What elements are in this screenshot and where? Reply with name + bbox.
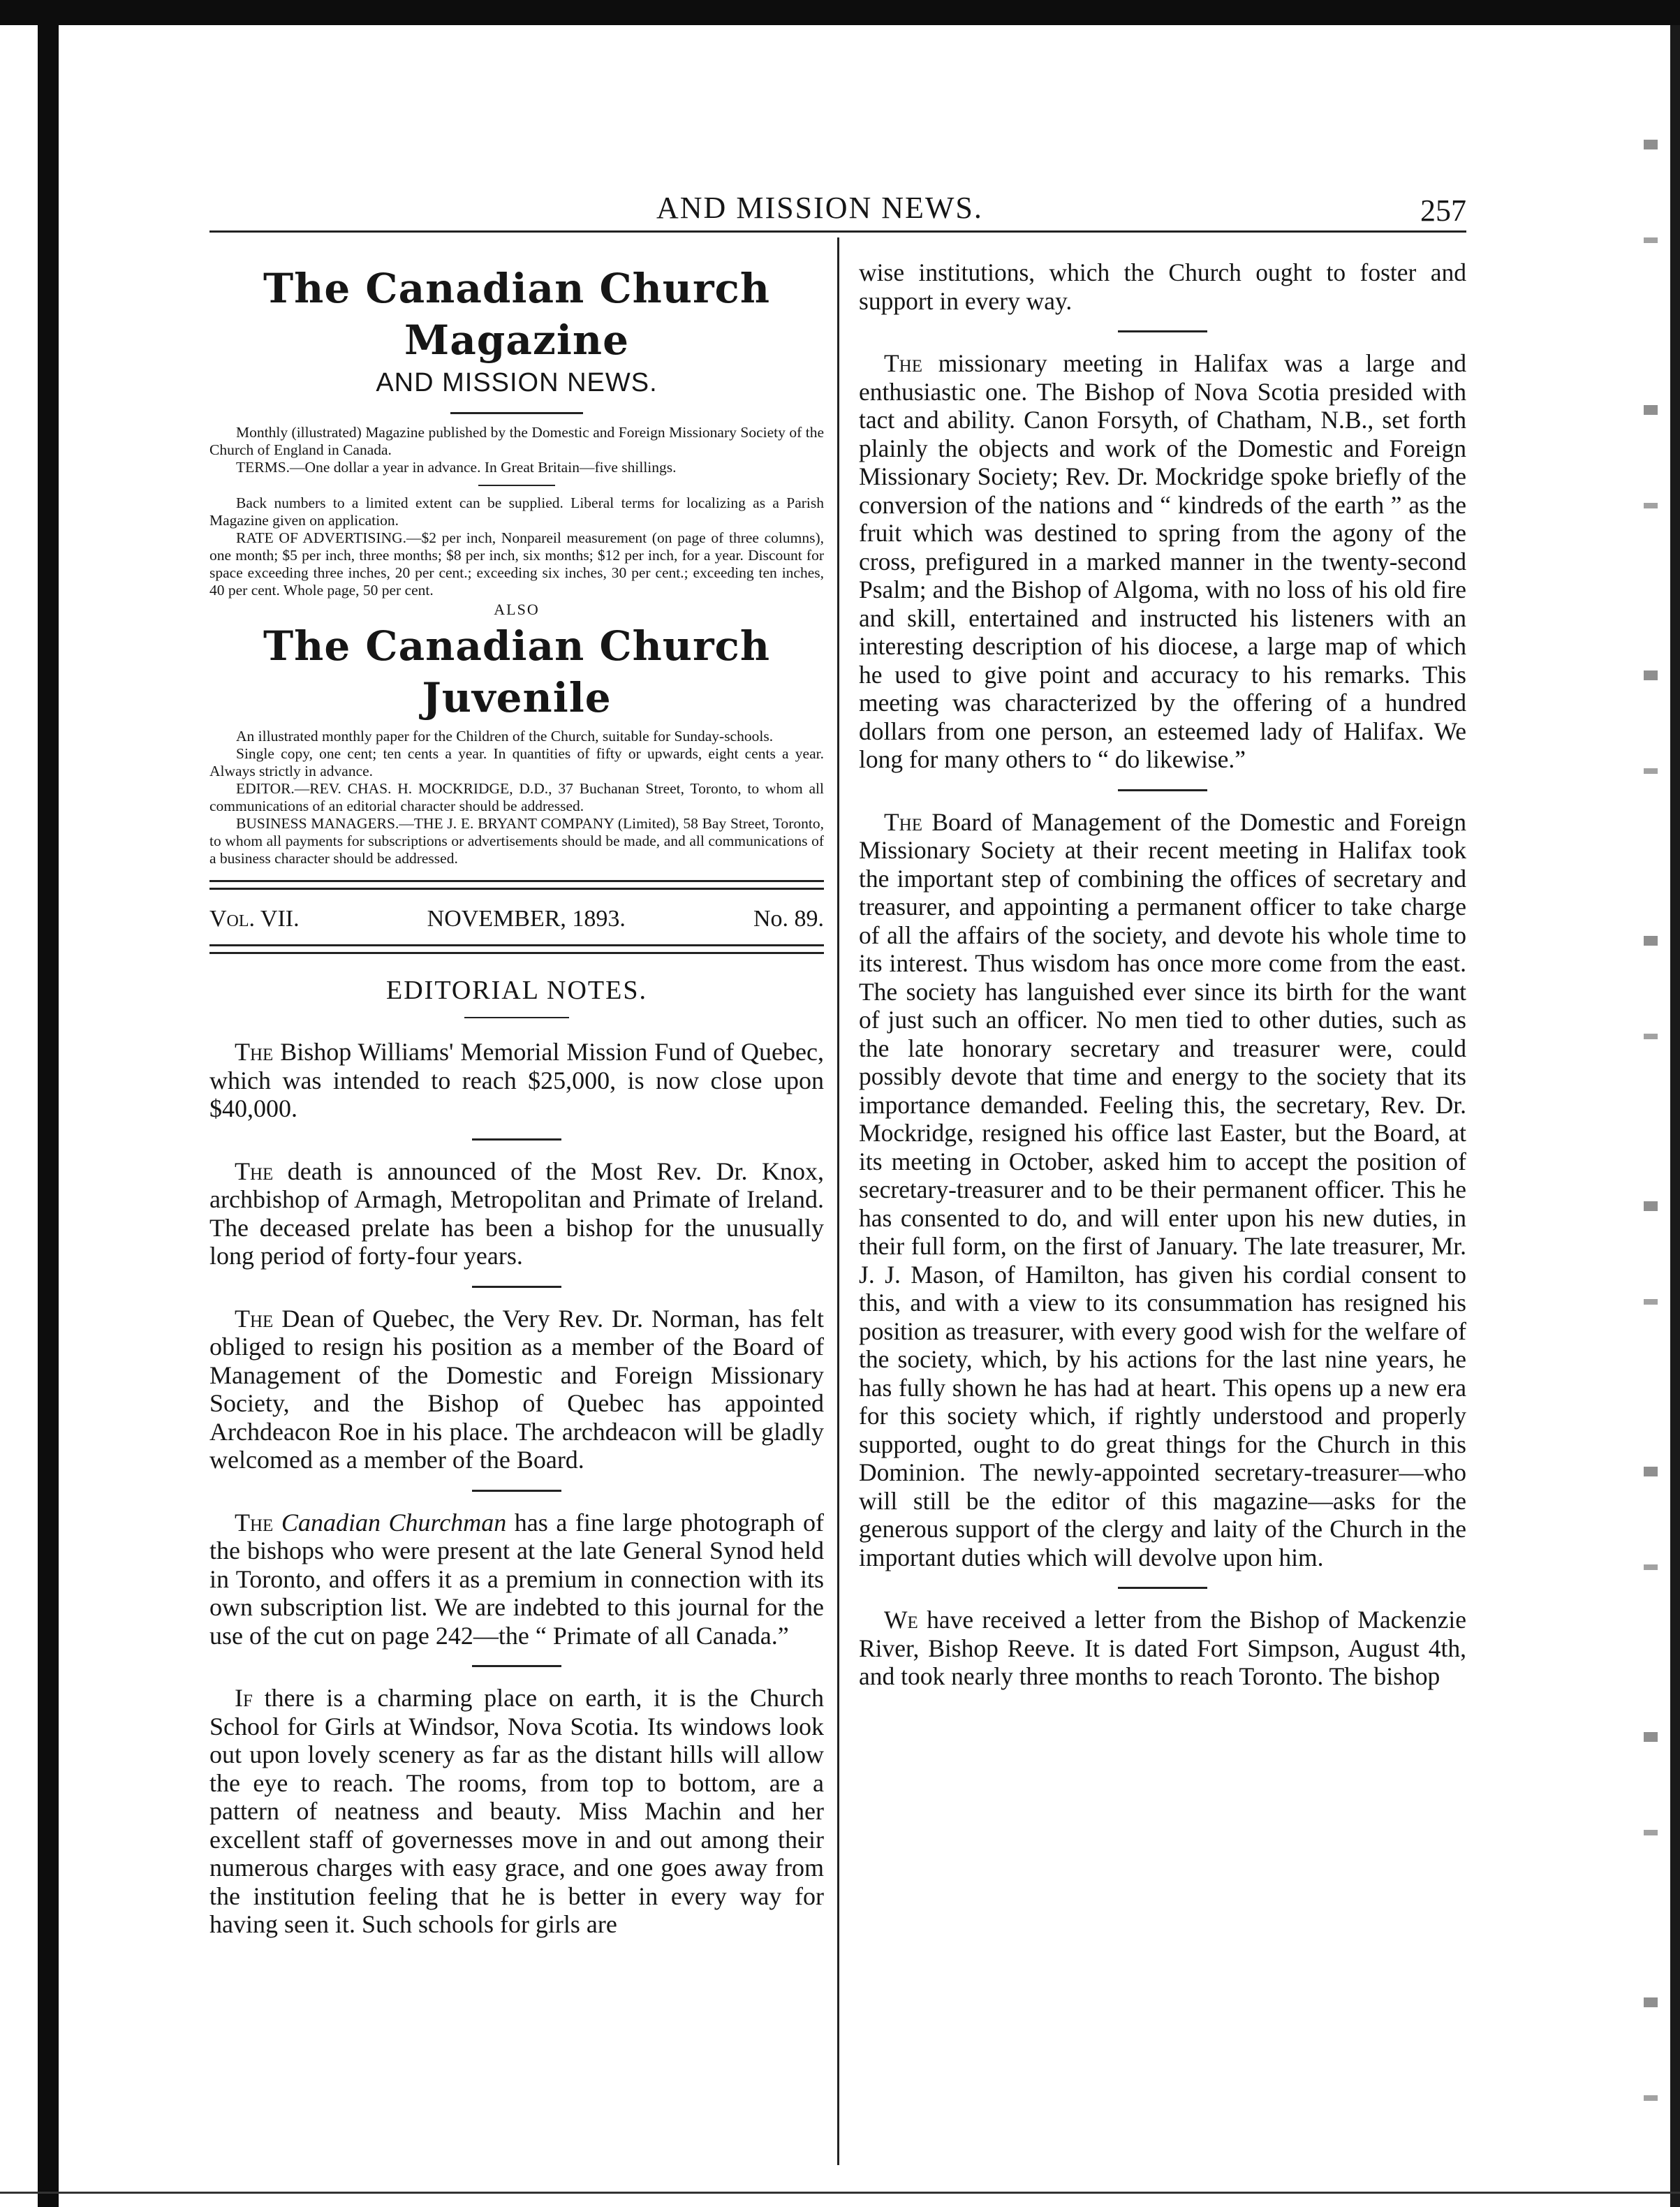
note-text: missionary meeting in Halifax was a large and enthusiastic one. The Bishop of Nova Scotia presided with tact and ability. Canon Forsyth, of Chatham, N.B., set forth plainly the objects and work of the Domestic and Foreign Missionary Society; Rev. Dr. Mockridge spoke briefly of the conversion of the nations and “ kindreds of the earth ” as the fruit which was destined to spring from the agony of the cross, prefigured in a marked manner in the twenty-second Psalm; and the Bishop of Algoma, with no loss of his old fire and skill, entertained and instructed his listeners with an interesting description of his diocese, a large map of which he used to give point and accuracy to his remarks. This meeting was characterized by the offering of a hundred dollars from one person, an esteemed lady of Halifax. We long for many others to “ do likewise.” bbox=[859, 349, 1466, 773]
journal-name: Canadian Churchman bbox=[273, 1508, 507, 1537]
juvenile-description: An illustrated monthly paper for the Children of the Church, suitable for Sunday-schools. bbox=[236, 728, 774, 745]
mackenzie-river-note bbox=[859, 1606, 1466, 1691]
masthead-terms: TERMS.—One dollar a year in advance. In Great Britain—five shillings. bbox=[236, 459, 677, 476]
masthead-rule bbox=[450, 412, 583, 414]
note-separator bbox=[1118, 1587, 1207, 1589]
note-lead: The bbox=[235, 1157, 274, 1185]
note-separator bbox=[472, 1138, 561, 1141]
note-text: Dean of Quebec, the Very Rev. Dr. Norman, has felt obliged to resign his position as a member of the Board of Management of the Domestic and Foreign Missionary Society, and the Bishop of Quebec has appointed Archdeacon Roe in his place. The archdeacon will be gladly welcomed as a member of the Board. bbox=[209, 1304, 824, 1474]
running-head bbox=[209, 190, 1466, 232]
business-managers: BUSINESS MANAGERS.—THE J. E. BRYANT COMPANY (Limited), 58 Bay Street, Toronto, to whom all payments for subscriptions or advertisements should be made, and all communications of a business character should be addressed. bbox=[209, 815, 824, 867]
note-separator bbox=[1118, 330, 1207, 332]
issue-rule-bottom bbox=[209, 944, 824, 954]
masthead-advertising: RATE OF ADVERTISING.—$2 per inch, Nonpareil measurement (on page of three columns), one month; $5 per inch, three months; $8 per inch, six months; $12 per inch, for a year. Discount for space exceeding three inches, 20 per cent.; exceeding six inches, 30 per cent.; exceeding ten inches, 40 per cent. Whole page, 50 per cent. bbox=[209, 529, 824, 599]
note-lead: The bbox=[884, 349, 923, 377]
note-lead: The bbox=[235, 1508, 274, 1537]
note-separator bbox=[472, 1490, 561, 1492]
note-lead: If bbox=[235, 1684, 253, 1712]
note-text: Bishop Williams' Memorial Mission Fund of Quebec, which was intended to reach $25,000, is now close upon $40,000. bbox=[209, 1038, 824, 1122]
note-separator bbox=[472, 1286, 561, 1288]
note-lead: The bbox=[235, 1038, 274, 1066]
note-text: there is a charming place on earth, it is the Church School for Girls at Windsor, Nova Scotia. Its windows look out upon lovely scenery as far as the distant hills will allow the eye to reach. The rooms, from top to bottom, are a pattern of neatness and beauty. Miss Machin and her excellent staff of governesses move in and out among their numerous charges with easy grace, and one goes away from the institution feeling that he is better in every way for having seen it. Such schools for girls are bbox=[209, 1684, 824, 1938]
right-column bbox=[859, 258, 1466, 1691]
editorial-note-2 bbox=[209, 1157, 824, 1270]
note-lead: The bbox=[884, 807, 923, 836]
scan-binding-edge bbox=[38, 25, 59, 2207]
volume-label: Vol. VII. bbox=[209, 906, 300, 932]
editorial-note-5 bbox=[209, 1684, 824, 1939]
continued-paragraph: wise institutions, which the Church ought to foster and support in every way. bbox=[859, 258, 1466, 315]
note-separator bbox=[472, 1665, 561, 1667]
masthead bbox=[209, 263, 824, 399]
board-of-management-note bbox=[859, 808, 1466, 1572]
scan-right-margin-marks bbox=[1644, 56, 1658, 2151]
note-text: has a fine large photograph of the bishops who were present at the late General Synod held in Toronto, and offers it as a premium in connection with its own subscription list. We are indebted to this journal for the use of the cut on page 242—the “ Primate of all Canada.” bbox=[209, 1508, 824, 1650]
section-rule bbox=[464, 1017, 569, 1018]
header-rule bbox=[209, 230, 1466, 233]
note-separator bbox=[1118, 789, 1207, 791]
note-text: death is announced of the Most Rev. Dr. Knox, archbishop of Armagh, Metropolitan and Primate of Ireland. The deceased prelate has been a bishop for the unusually long period of forty-four years. bbox=[209, 1157, 824, 1270]
running-head-title: AND MISSION NEWS. bbox=[656, 191, 983, 225]
terms-rule bbox=[478, 485, 555, 486]
note-lead: The bbox=[235, 1304, 274, 1333]
page-number: 257 bbox=[1420, 193, 1466, 228]
juvenile-title: The Canadian Church Juvenile bbox=[263, 622, 770, 721]
issue-date: NOVEMBER, 1893. bbox=[427, 906, 626, 932]
masthead-back-numbers: Back numbers to a limited extent can be supplied. Liberal terms for localizing as a Parish Magazine given on application. bbox=[209, 494, 824, 529]
also-label: ALSO bbox=[494, 601, 540, 618]
column-divider bbox=[837, 237, 839, 2165]
scan-right-edge bbox=[1670, 25, 1680, 2207]
issue-rule-top bbox=[209, 880, 824, 890]
masthead-description: Monthly (illustrated) Magazine published by the Domestic and Foreign Missionary Society of the Church of England in Canada. bbox=[209, 424, 824, 458]
note-text: have received a letter from the Bishop of Mackenzie River, Bishop Reeve. It is dated Fort Simpson, August 4th, and took nearly three months to reach Toronto. The bishop bbox=[859, 1606, 1466, 1690]
section-heading: EDITORIAL NOTES. bbox=[386, 976, 647, 1005]
editorial-note-3 bbox=[209, 1305, 824, 1474]
left-column bbox=[209, 258, 824, 1939]
magazine-title: The Canadian Church Magazine bbox=[263, 265, 770, 364]
note-text: Board of Management of the Domestic and Foreign Missionary Society at their recent meeting in Halifax took the important step of combining the offices of secretary and treasurer, and appointing a permanent officer to take charge of all the affairs of the society, and devote his whole time to its interest. Thus wisdom has once more come from the east. The society has languished ever since its birth for the want of just such an officer. No men tied to other duties, such as the late honorary secretary and treasurer were, could possibly devote that time and energy to the society that its importance demanded. Feeling this, the secretary, Rev. Dr. Mockridge, resigned his office last Easter, but the Board, at its meeting in October, asked him to accept the position of secretary-treasurer and to be their permanent officer. This he has consented to do, and will enter upon his new duties, in their full form, on the first of January. The late treasurer, Mr. J. J. Mason, of Hamilton, has given his cordial consent to this, and with a view to its consummation has resigned his position as treasurer, with every good wish for the welfare of the society, which, by his actions for the last nine years, he has fully shown he has had at heart. This opens up a new era for this society which, if rightly understood and properly supported, ought to do great things for the Church in this Dominion. The newly-appointed secretary-treasurer—who will still be the editor of this magazine—asks for the generous support of the clergy and laity of the Church in the important duties which will devolve upon him. bbox=[859, 807, 1466, 1571]
halifax-meeting-note bbox=[859, 349, 1466, 774]
scan-bottom-edge bbox=[0, 2192, 1680, 2194]
magazine-subtitle: AND MISSION NEWS. bbox=[376, 368, 658, 397]
juvenile-pricing: Single copy, one cent; ten cents a year. In quantities of fifty or upwards, eight cents a year. Always strictly in advance. bbox=[209, 745, 824, 779]
issue-number: No. 89. bbox=[753, 906, 824, 932]
scan-top-border bbox=[0, 0, 1680, 25]
editorial-note-4 bbox=[209, 1509, 824, 1650]
issue-line bbox=[209, 905, 824, 933]
editor-address: EDITOR.—REV. CHAS. H. MOCKRIDGE, D.D., 37 Buchanan Street, Toronto, to whom all communications of an editorial character should be addressed. bbox=[209, 780, 824, 814]
editorial-note-1 bbox=[209, 1038, 824, 1123]
note-lead: We bbox=[884, 1606, 918, 1634]
